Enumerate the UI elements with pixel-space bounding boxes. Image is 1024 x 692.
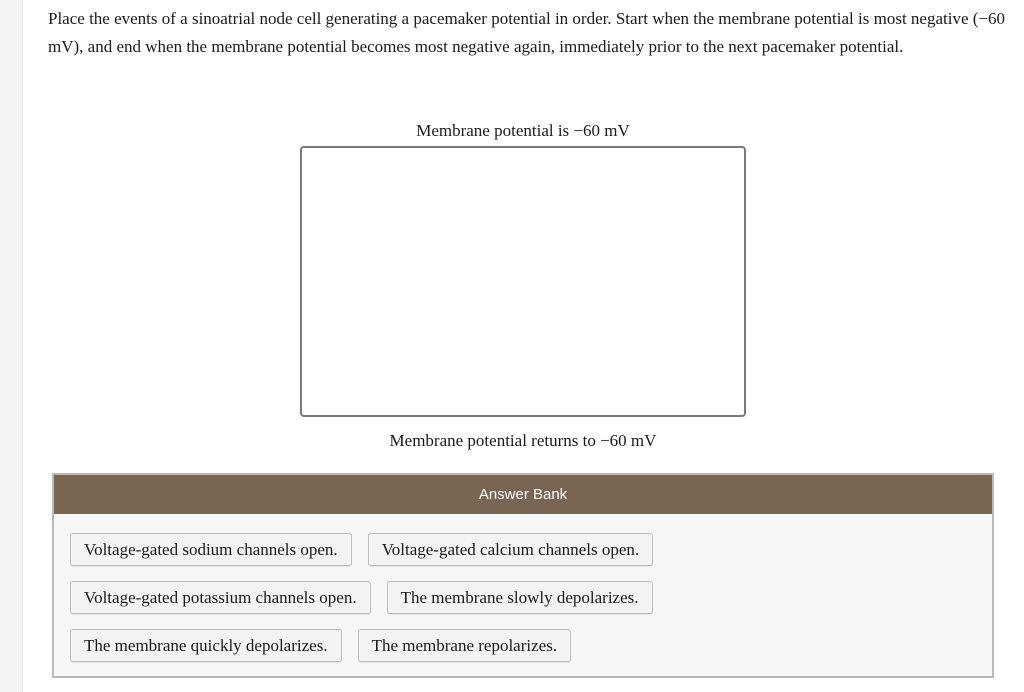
answer-bank-row bbox=[70, 629, 571, 662]
answer-chip-quick-depolarization[interactable]: The membrane quickly depolarizes. bbox=[70, 629, 342, 662]
left-margin-panel bbox=[0, 0, 23, 692]
sequence-start-label: Membrane potential is −60 mV bbox=[416, 121, 630, 140]
answer-chip-potassium-channels[interactable]: Voltage-gated potassium channels open. bbox=[70, 581, 371, 614]
sequence-end-label: Membrane potential returns to −60 mV bbox=[389, 431, 657, 450]
question-prompt: Place the events of a sinoatrial node cell generating a pacemaker potential in order. Start when the membrane potential is most negative (−60 mV), and end when the membrane potential becomes most negative again, immediately prior to the next pacemaker potential. bbox=[48, 9, 1006, 56]
answer-chip-calcium-channels[interactable]: Voltage-gated calcium channels open. bbox=[368, 533, 653, 566]
answer-chip-repolarization[interactable]: The membrane repolarizes. bbox=[358, 629, 572, 662]
answer-chip-slow-depolarization[interactable]: The membrane slowly depolarizes. bbox=[387, 581, 653, 614]
sequence-drop-zone[interactable] bbox=[300, 146, 746, 417]
answer-chip-sodium-channels[interactable]: Voltage-gated sodium channels open. bbox=[70, 533, 352, 566]
answer-bank-title: Answer Bank bbox=[54, 475, 992, 514]
answer-bank-row bbox=[70, 581, 653, 614]
answer-bank bbox=[52, 473, 994, 678]
answer-bank-row bbox=[70, 533, 653, 566]
